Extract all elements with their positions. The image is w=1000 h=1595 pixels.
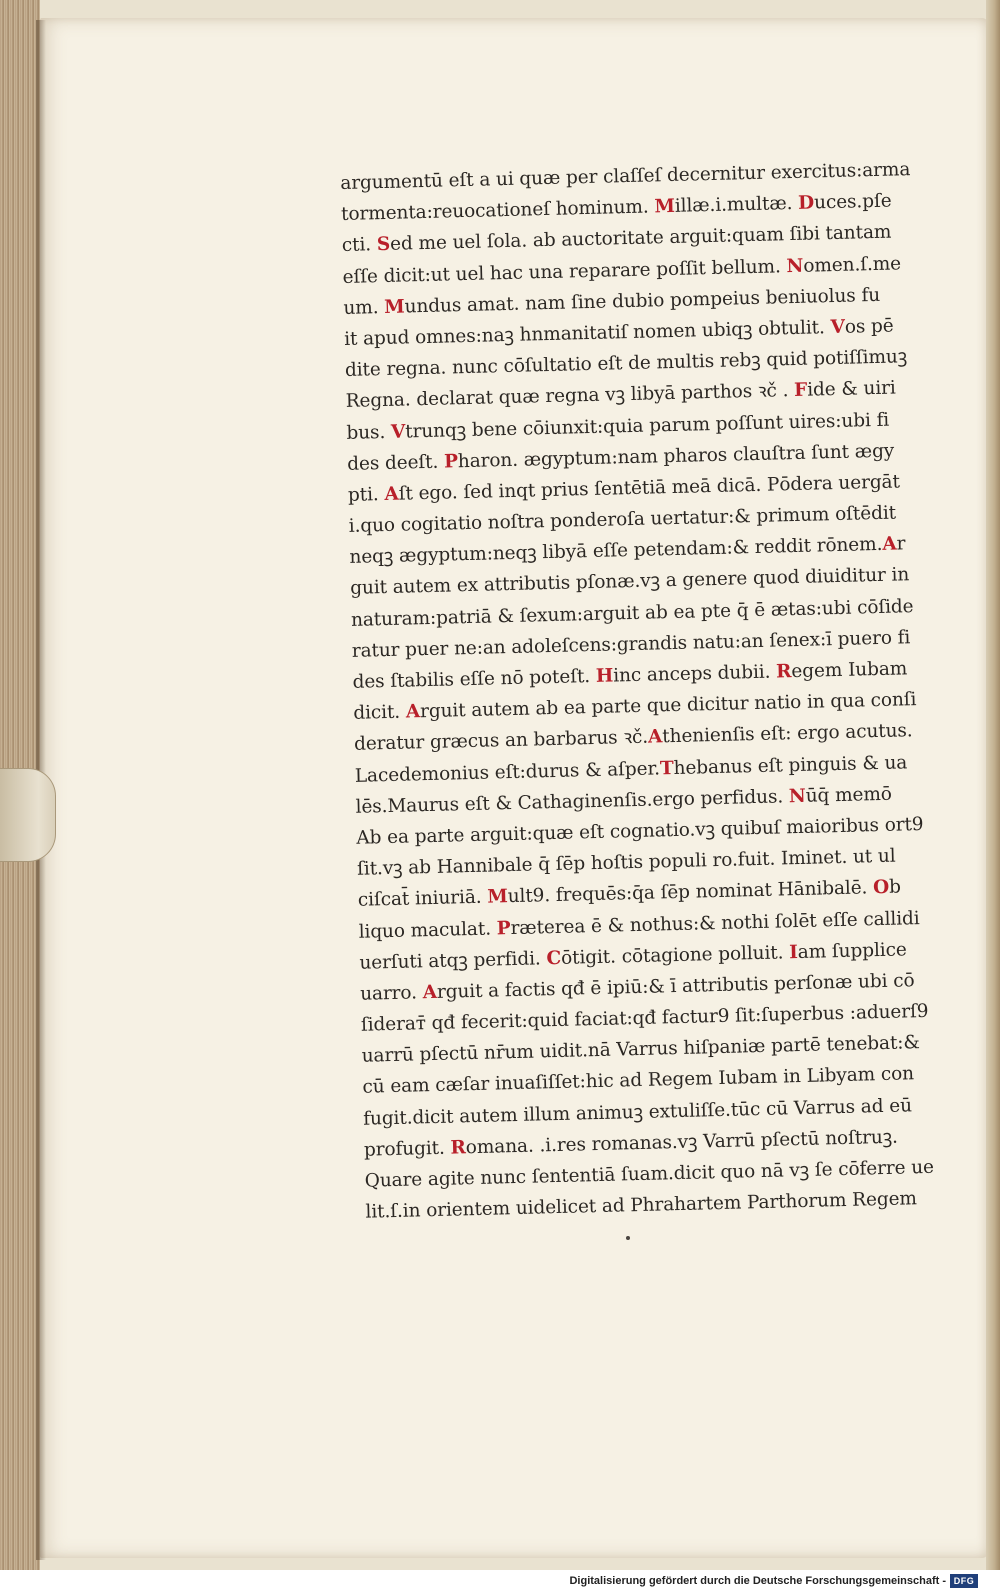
rubricated-initial: C — [546, 947, 562, 969]
text-segment: hebanus eſt pinguis & ua — [673, 751, 908, 779]
book-edge-right — [986, 0, 1000, 1570]
text-segment: cti. — [341, 234, 378, 257]
text-segment: ciſcat̄ iniuriā. — [357, 886, 488, 912]
text-segment: thenienſis eſt: ergo acutus. — [662, 720, 913, 748]
text-segment: neqꝫ ægyptum:neqꝫ libyā eſſe petendam:& reddit rōnem. — [349, 534, 883, 569]
text-segment: Regna. declarat quæ regna vꝫ libyā parthos ꝛč . — [345, 380, 795, 413]
text-segment: illæ.i.multæ. — [674, 193, 799, 218]
text-segment: ed me uel ſola. ab auctoritate arguit:quam ſibi tantam — [389, 221, 892, 256]
text-segment: ræterea ē & nothus:& nothi ſolēt eſſe callidi — [510, 907, 920, 939]
text-segment: naturam:patriā & ſexum:arguit ab ea pte q̄ ē ætas:ubi cōſide — [350, 595, 914, 631]
rubricated-initial: A — [405, 701, 421, 723]
text-segment: ōtigit. cōtagione polluit. — [560, 941, 790, 969]
rubricated-initial: H — [595, 665, 614, 687]
text-segment: am ſupplice — [797, 939, 907, 963]
rubricated-initial: N — [786, 255, 804, 277]
rubricated-initial: M — [654, 196, 676, 218]
rubricated-initial: N — [788, 785, 806, 807]
rubricated-initial: S — [376, 234, 391, 256]
rubricated-initial: A — [384, 483, 399, 505]
text-segment: dicit. — [353, 701, 407, 725]
text-segment: bus. — [346, 421, 392, 444]
text-segment: omana. .i.res romanas.vꝫ Varrū pſectū noſtruꝫ. — [465, 1126, 899, 1159]
rubricated-initial: F — [793, 379, 808, 402]
text-segment: pti. — [347, 483, 385, 506]
text-segment: egem Iubam — [791, 658, 908, 683]
text-segment: ſideraт̄ qđ fecerit:quid faciat:qđ factur9 ſit:ſuperbus :aduerſ9 — [360, 1000, 929, 1036]
text-segment: ſit.vꝫ ab Hannibale q̄ ſēp hoſtis populi ro.fuit. Iminet. ut ul — [356, 845, 896, 880]
rubricated-initial: P — [443, 450, 459, 473]
text-segment: Quare agite nunc ſententiā ſuam.dicit quo nā vꝫ ſe cōferre ue — [364, 1156, 935, 1192]
text-segment: haron. ægyptum:nam pharos clauſtra ſunt ægy — [457, 440, 895, 472]
footer-bar — [0, 1570, 1000, 1595]
text-segment: tormenta:reuocationeſ hominum. — [340, 196, 655, 226]
text-segment: lit.ſ.in orientem uidelicet ad Phrahartem Parthorum Regem — [365, 1188, 918, 1223]
rubricated-initial: M — [383, 296, 405, 318]
text-segment: ūq̄ memō — [805, 783, 893, 807]
text-segment: trunqꝫ bene cōiunxit:quia parum poſſunt uires:ubi fi — [404, 409, 890, 442]
text-segment: Lacedemonius eſt:durus & aſper. — [354, 757, 661, 787]
text-segment: undus amat. nam ſine dubio pompeius beniuolus fu — [404, 284, 881, 318]
text-segment: b — [888, 876, 902, 899]
text-segment: argumentū eſt a ui quæ per claſſeſ decernitur exercitus:arma — [340, 159, 911, 194]
text-segment: des ſtabilis eſſe nō poteſt. — [352, 665, 597, 693]
text-segment: fugit.dicit autem illum animuꝫ extuliſſe.tūc cū Varrus ad eū — [362, 1094, 913, 1130]
rubricated-initial: O — [872, 877, 890, 899]
text-segment: ſt ego. ſed inqt prius ſentētiā meā dicā. Pōdera uergāt — [398, 471, 901, 505]
rubricated-initial: V — [830, 316, 846, 338]
bookmark-tab — [0, 768, 56, 862]
text-segment: rguit autem ab ea parte que dicitur natio in qua conſi — [419, 689, 917, 723]
text-segment: des deeſt. — [346, 451, 445, 475]
text-segment: uces.pſe — [813, 190, 892, 214]
stray-ink-dot — [626, 1236, 630, 1240]
text-segment: lēs.Maurus eſt & Cathaginenſis.ergo perfidus. — [355, 785, 790, 818]
rubricated-initial: A — [647, 726, 663, 749]
text-segment: ult9. frequēs:q̄a ſēp nominat Hānibalē. — [507, 877, 874, 908]
text-segment: ratur puer ne:an adoleſcens:grandis natu:an ſenex:ī puero fi — [351, 627, 911, 662]
rubricated-initial: P — [496, 917, 511, 939]
text-segment: profugit. — [363, 1137, 451, 1161]
text-segment: ide & uiri — [806, 377, 896, 401]
text-segment: um. — [343, 296, 385, 319]
footer-credit-text: Digitalisierung gefördert durch die Deutsche Forschungsgemeinschaft - — [569, 1575, 946, 1587]
rubricated-initial: D — [797, 192, 815, 215]
text-segment: it apud omnes:naꝫ hnmanitatiſ nomen ubiqꝫ obtulit. — [343, 317, 831, 350]
text-segment: guit autem ex attributis pſonæ.vꝫ a genere quod diuiditur in — [350, 564, 910, 600]
text-segment: inc anceps dubii. — [612, 661, 777, 687]
rubricated-initial: R — [450, 1137, 467, 1159]
text-segment: eſſe dicit:ut uel hac una reparare poſſit bellum. — [342, 255, 787, 288]
text-segment: liquo maculat. — [358, 917, 497, 943]
text-segment: dite regna. nunc cōſultatio eſt de multis rebꝫ quid potiſſimuꝫ — [344, 346, 908, 382]
rubricated-initial: R — [775, 661, 792, 683]
rubricated-initial: A — [882, 533, 897, 556]
text-segment: uarrū pſectū nr̄um uidit.nā Varrus hiſpaniæ partē tenebat:& — [361, 1032, 921, 1067]
text-segment: uarro. — [359, 982, 423, 1005]
text-segment: i.quo cogitatio noſtra ponderoſa uertatur:& primum oſtēdit — [348, 502, 897, 537]
rubricated-initial: I — [788, 941, 799, 963]
rubricated-initial: A — [422, 981, 438, 1004]
text-segment: os pē — [844, 315, 894, 338]
dfg-logo-icon: DFG — [950, 1574, 978, 1588]
text-segment: deratur græcus an barbarus ꝛč. — [353, 727, 649, 756]
text-segment: Ab ea parte arguit:quæ eſt cognatio.vꝫ quibuſ maioribus ort9 — [356, 813, 924, 849]
text-segment: omen.ſ.me — [803, 252, 902, 277]
rubricated-initial: T — [659, 757, 674, 779]
text-segment: cū eam cæſar inuaſiſſet:hic ad Regem Iubam in Libyam con — [362, 1063, 915, 1099]
rubricated-initial: V — [390, 420, 406, 443]
text-segment: r — [896, 533, 906, 555]
latin-text-block — [340, 154, 946, 1228]
text-segment: rguit a factis qđ ē ipiū:& ī attributis perſonæ ubi cō — [436, 970, 915, 1003]
text-segment: uerſuti atqꝫ perfidi. — [359, 947, 547, 974]
rubricated-initial: M — [487, 886, 508, 908]
